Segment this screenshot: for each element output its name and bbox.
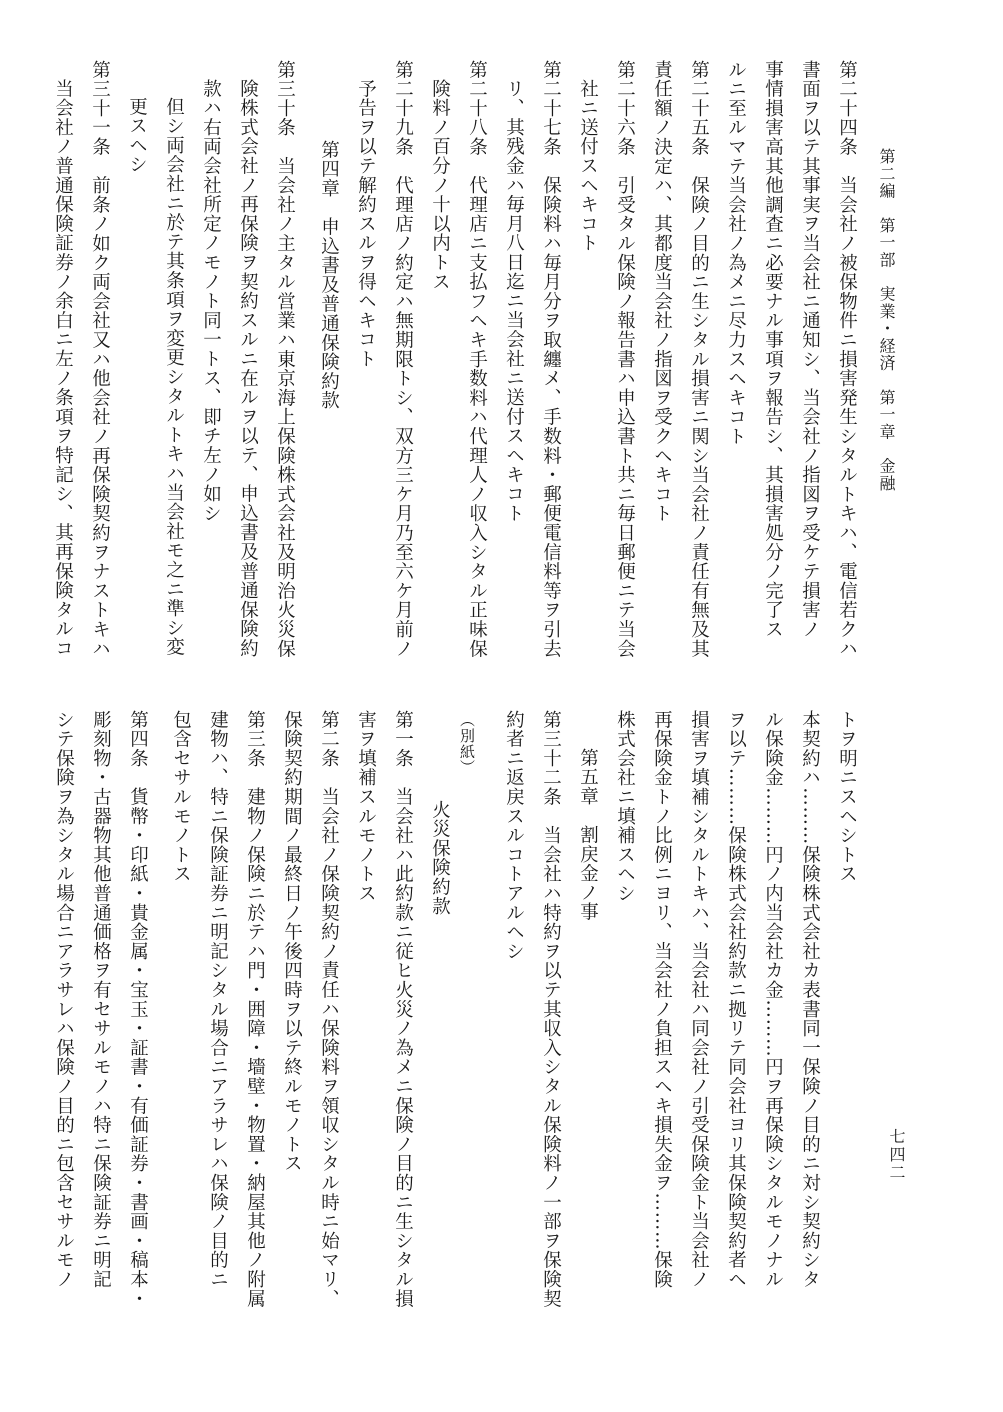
text-column: トヲ明ニスヘシトス: [836, 710, 858, 884]
chapter-heading: 第五章 割戻金ノ事: [577, 748, 599, 922]
text-column: リ、其残金ハ毎月八日迄ニ当会社ニ送付スヘキコト: [503, 79, 525, 523]
text-column: 予告ヲ以テ解約スルヲ得ヘキコト: [355, 79, 377, 369]
text-column: ル保険金………円ノ内当会社カ金………円ヲ再保険シタルモノナル: [762, 710, 784, 1289]
text-column: ルニ至ルマテ当会社ノ為メニ尽力スヘキコト: [725, 60, 747, 446]
page-number: 七四二: [887, 1128, 906, 1182]
text-column: シテ保険ヲ為シタル場合ニアラサレハ保険ノ目的ニ包含セサルモノ: [53, 710, 75, 1289]
text-column: 険株式会社ノ再保険ヲ契約スルニ在ルヲ以テ、申込書及普通保険約: [237, 79, 259, 658]
text-column: 害ヲ填補スルモノトス: [355, 710, 377, 903]
text-column: 損害ヲ填補シタルトキハ、当会社ハ同会社ノ引受保険金ト当会社ノ: [688, 710, 710, 1289]
text-column: 本契約ハ………保険株式会社カ表書同一保険ノ目的ニ対シ契約シタ: [799, 710, 821, 1289]
text-column: 第二十五条 保険ノ目的ニ生シタル損害ニ関シ当会社ノ責任有無及其: [688, 60, 710, 659]
text-column: 第二十八条 代理店ニ支払フヘキ手数料ハ代理人ノ収入シタル正味保: [466, 60, 488, 659]
text-column: 第四条 貨幣・印紙・貴金属・宝玉・証書・有価証券・書画・稿本・: [127, 710, 149, 1309]
text-column: 第三条 建物ノ保険ニ於テハ門・囲障・墻壁・物置・納屋其他ノ附属: [244, 710, 266, 1309]
section-title: 火災保険約款: [429, 800, 451, 916]
text-column: 険料ノ百分ノ十以内トス: [429, 79, 451, 292]
text-column: 責任額ノ決定ハ、其都度当会社ノ指図ヲ受クヘキコト: [651, 60, 673, 524]
text-column: 約者ニ返戻スルコトアルヘシ: [503, 710, 525, 961]
text-column: 第二十四条 当会社ノ被保物件ニ損害発生シタルトキハ、電信若クハ: [836, 60, 858, 659]
text-column: 再保険金トノ比例ニヨリ、当会社ノ負担スヘキ損失金ヲ………保険: [651, 710, 673, 1289]
text-column: 第三十条 当会社ノ主タル営業ハ東京海上保険株式会社及明治火災保: [274, 60, 296, 659]
text-column: 更スヘシ: [126, 97, 148, 175]
text-column: 第二十六条 引受タル保険ノ報告書ハ申込書ト共ニ毎日郵便ニテ当会: [614, 60, 636, 659]
text-column: 但シ両会社ニ於テ其条項ヲ変更シタルトキハ当会社モ之ニ準シ変: [163, 97, 185, 657]
chapter-heading: 第四章 申込書及普通保険約款: [318, 140, 340, 411]
text-column: ヲ以テ………保険株式会社約款ニ拠リテ同会社ヨリ其保険契約者ヘ: [725, 710, 747, 1289]
text-column: 包含セサルモノトス: [170, 710, 192, 884]
annex-label: （別紙）: [458, 712, 476, 776]
text-column: 保険契約期間ノ最終日ノ午後四時ヲ以テ終ルモノトス: [281, 710, 303, 1174]
text-column: 第二条 当会社ノ保険契約ノ責任ハ保険料ヲ領収シタル時ニ始マリ、: [318, 710, 340, 1309]
text-column: 款ハ右両会社所定ノモノト同一トス、即チ左ノ如シ: [200, 79, 222, 523]
text-column: 社ニ送付スヘキコト: [577, 79, 599, 253]
running-header: 第二編 第一部 実業・経済 第一章 金融: [877, 148, 896, 492]
text-column: 書面ヲ以テ其事実ヲ当会社ニ通知シ、当会社ノ指図ヲ受ケテ損害ノ: [799, 60, 821, 639]
text-column: 彫刻物・古器物其他普通価格ヲ有セサルモノハ特ニ保険証券ニ明記: [90, 710, 112, 1289]
text-column: 第二十九条 代理店ノ約定ハ無期限トシ、双方三ケ月乃至六ケ月前ノ: [392, 60, 414, 659]
text-column: 第一条 当会社ハ此約款ニ従ヒ火災ノ為メニ保険ノ目的ニ生シタル損: [392, 710, 414, 1309]
text-column: 当会社ノ普通保険証券ノ余白ニ左ノ条項ヲ特記シ、其再保険タルコ: [52, 79, 74, 658]
text-column: 株式会社ニ填補スヘシ: [614, 710, 636, 903]
text-column: 第二十七条 保険料ハ毎月分ヲ取纏メ、手数料・郵便電信料等ヲ引去: [540, 60, 562, 659]
text-column: 第三十二条 当会社ハ特約ヲ以テ其収入シタル保険料ノ一部ヲ保険契: [540, 710, 562, 1309]
text-column: 事情損害高其他調査ニ必要ナル事項ヲ報告シ、其損害処分ノ完了ス: [762, 60, 784, 639]
text-column: 第三十一条 前条ノ如ク両会社又ハ他会社ノ再保険契約ヲナストキハ: [89, 60, 111, 659]
text-column: 建物ハ、特ニ保険証券ニ明記シタル場合ニアラサレハ保険ノ目的ニ: [207, 710, 229, 1289]
